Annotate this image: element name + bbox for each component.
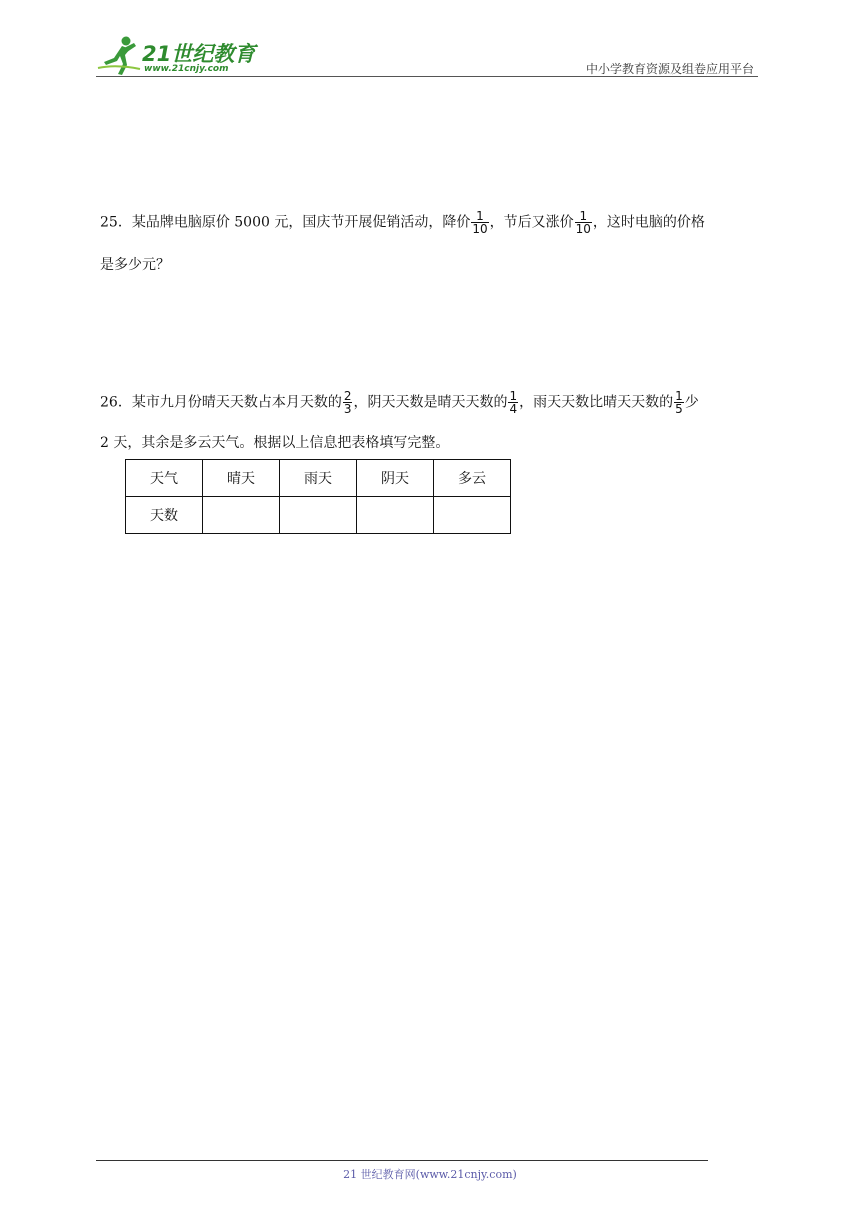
fraction: $\frac{1}{4}$ [509,389,518,416]
question-number: 26． [100,394,132,411]
answer-cell-rainy[interactable] [280,497,357,534]
question-26-line-2 [100,433,762,453]
question-text: ，雨天天数比晴天天数的 [519,394,674,411]
table-row [126,497,511,534]
table-cell: 晴天 [203,460,280,497]
logo-text: 21世纪教育 [142,42,256,66]
logo-url: www.21cnjy.com [144,64,229,74]
question-text: ，阴天天数是晴天天数的 [353,394,508,411]
weather-table [125,459,511,534]
question-26-line-1 [100,390,762,415]
page-header [96,30,758,78]
table-cell: 阴天 [357,460,434,497]
answer-cell-sunny[interactable] [203,497,280,534]
site-logo [96,34,266,76]
question-text: ，节后又涨价 [489,214,574,231]
table-cell: 天数 [126,497,203,534]
table-cell: 多云 [434,460,511,497]
answer-cell-overcast[interactable] [357,497,434,534]
question-25-line-1 [100,210,762,235]
question-text: 少 [684,394,699,411]
question-26 [100,390,762,453]
question-text: ，这时电脑的价格 [592,214,705,231]
platform-title: 中小学教育资源及组卷应用平台 [585,62,754,76]
question-text: 2 天，其余是多云天气。根据以上信息把表格填写完整。 [100,435,450,451]
table-cell: 雨天 [280,460,357,497]
question-25-line-2 [100,255,762,275]
table-header-row [126,460,511,497]
footer-divider [96,1160,708,1161]
question-text: 某市九月份晴天天数占本月天数的 [131,394,342,411]
header-divider [96,76,758,77]
question-text: 某品牌电脑原价 5000 元，国庆节开展促销活动，降价 [131,214,471,231]
footer-text: 21 世纪教育网(www.21cnjy.com) [343,1168,517,1181]
answer-cell-cloudy[interactable] [434,497,511,534]
table-cell: 天气 [126,460,203,497]
question-25 [100,210,762,275]
question-text: 是多少元？ [100,257,170,273]
question-number: 25． [100,214,132,231]
runner-icon [96,34,144,76]
fraction: $\frac{2}{3}$ [343,389,352,416]
fraction: $\frac{1}{10}$ [472,209,488,236]
fraction: $\frac{1}{5}$ [675,389,683,416]
fraction: $\frac{1}{10}$ [575,209,591,236]
